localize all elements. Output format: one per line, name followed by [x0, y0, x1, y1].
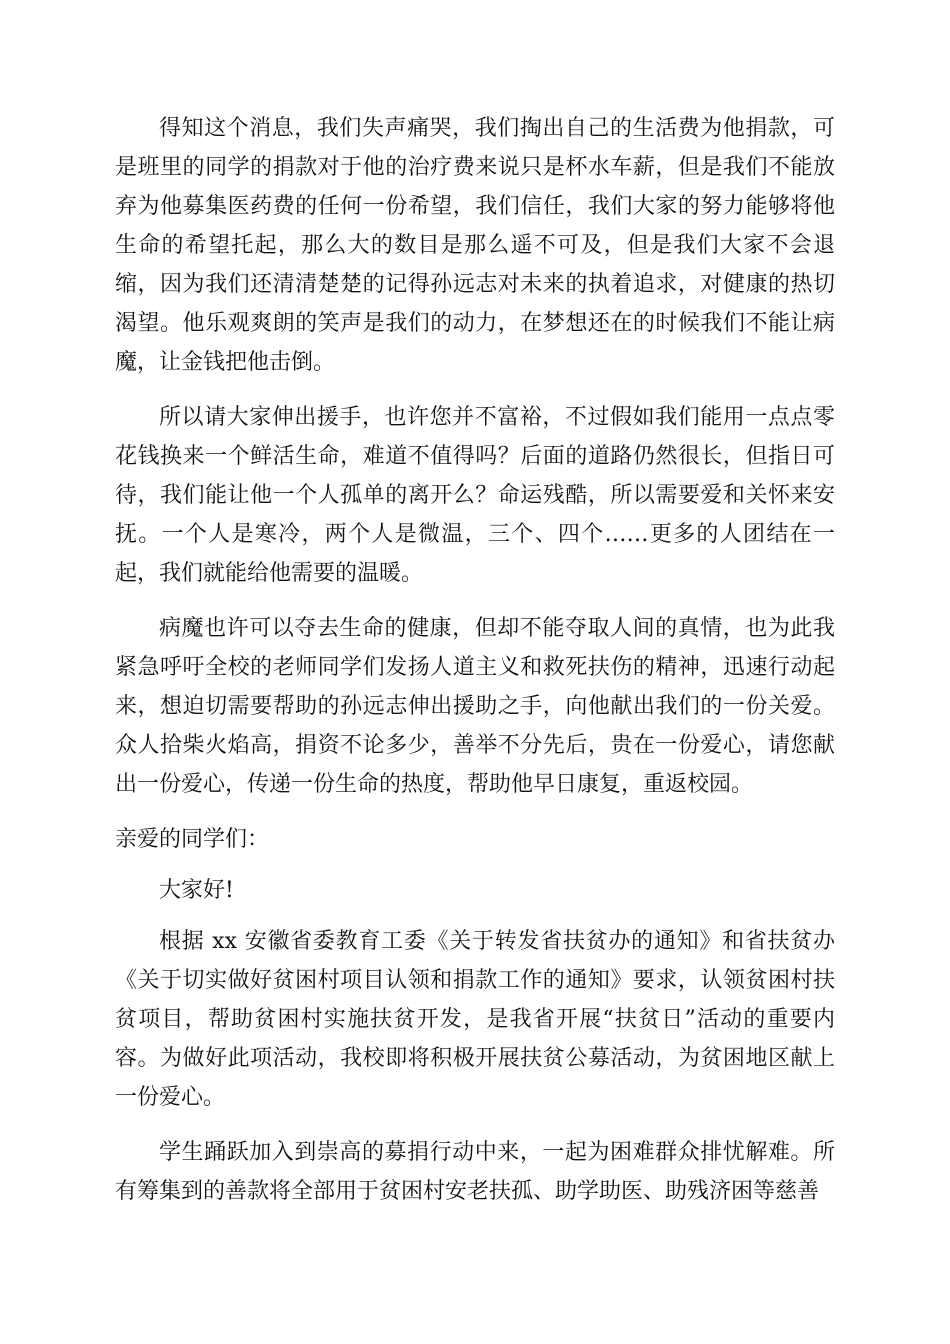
paragraph-5: 学生踊跃加入到崇高的募捐行动中来，一起为困难群众排忧解难。所有筹集到的善款将全部用于贫困村安老扶孤、助学助医、助残济困等慈善	[115, 1140, 835, 1204]
greeting: 大家好!	[159, 878, 234, 903]
salutation: 亲爱的同学们：	[115, 827, 270, 852]
document-body	[115, 109, 835, 1211]
paragraph-1: 得知这个消息，我们失声痛哭，我们掏出自己的生活费为他捐款，可是班里的同学的捐款对于他的治疗费来说只是杯水车薪，但是我们不能放弃为他募集医药费的任何一份希望，我们信任，我们大家的努力能够将他生命的希望托起，那么大的数目是那么遥不可及，但是我们大家不会退缩，因为我们还清清楚楚的记得孙远志对未来的执着追求，对健康的热切渴望。他乐观爽朗的笑声是我们的动力，在梦想还在的时候我们不能让病魔，让金钱把他击倒。	[115, 116, 835, 375]
paragraph-4: 根据 xx 安徽省委教育工委《关于转发省扶贫办的通知》和省扶贫办《关于切实做好贫困村项目认领和捐款工作的通知》要求，认领贫困村扶贫项目，帮助贫困村实施扶贫开发，是我省开展“扶贫日”活动的重要内容。为做好此项活动，我校即将积极开展扶贫公募活动，为贫困地区献上一份爱心。	[115, 929, 835, 1110]
paragraph-3: 病魔也许可以夺去生命的健康，但却不能夺取人间的真情，也为此我紧急呼吁全校的老师同学们发扬人道主义和救死扶伤的精神，迅速行动起来，想迫切需要帮助的孙远志伸出援助之手，向他献出我们的一份关爱。众人拾柴火焰高，捐资不论多少，善举不分先后，贵在一份爱心，请您献出一份爱心，传递一份生命的热度，帮助他早日康复，重返校园。	[115, 616, 835, 797]
paragraph-2: 所以请大家伸出援手，也许您并不富裕，不过假如我们能用一点点零花钱换来一个鲜活生命，难道不值得吗？后面的道路仍然很长，但指日可待，我们能让他一个人孤单的离开么？命运残酷，所以需要爱和关怀来安抚。一个人是寒冷，两个人是微温，三个、四个……更多的人团结在一起，我们就能给他需要的温暖。	[115, 405, 835, 586]
